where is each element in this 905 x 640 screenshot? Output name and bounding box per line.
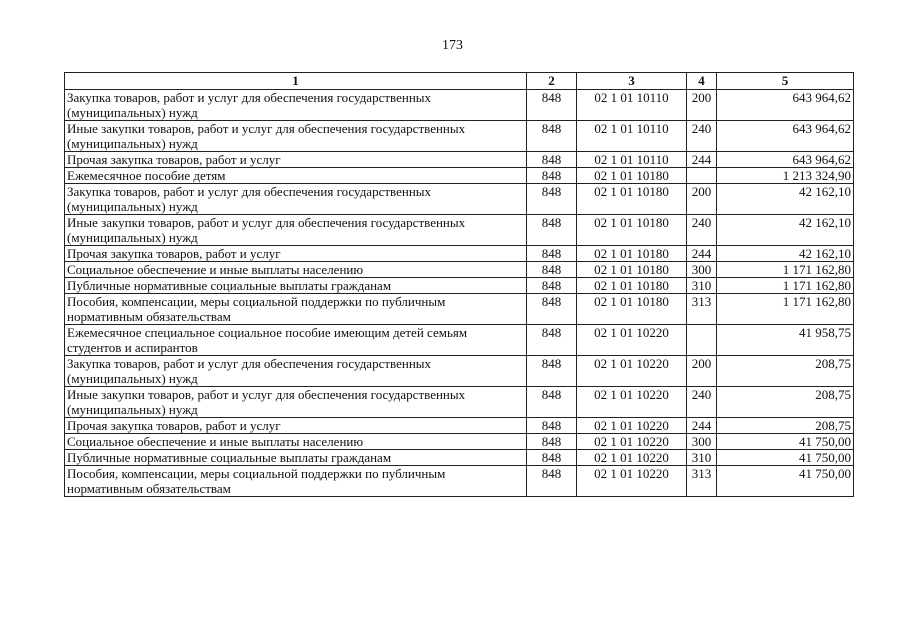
table-row [65, 121, 854, 152]
cell-name: Прочая закупка товаров, работ и услуг [65, 246, 527, 262]
column-header-amount: 5 [717, 73, 854, 90]
cell-vr: 313 [687, 466, 717, 497]
cell-amount: 42 162,10 [717, 184, 854, 215]
table-row [65, 434, 854, 450]
cell-name: Прочая закупка товаров, работ и услуг [65, 418, 527, 434]
cell-name: Публичные нормативные социальные выплаты гражданам [65, 278, 527, 294]
cell-csr: 02 1 01 10110 [577, 90, 687, 121]
cell-grbs: 848 [527, 418, 577, 434]
cell-name: Пособия, компенсации, меры социальной поддержки по публичным нормативным обязательствам [65, 466, 527, 497]
cell-name: Иные закупки товаров, работ и услуг для обеспечения государственных (муниципальных) нужд [65, 121, 527, 152]
cell-grbs: 848 [527, 294, 577, 325]
cell-amount: 643 964,62 [717, 90, 854, 121]
cell-amount: 208,75 [717, 387, 854, 418]
table-body [65, 90, 854, 497]
cell-amount: 41 750,00 [717, 466, 854, 497]
cell-name: Ежемесячное пособие детям [65, 168, 527, 184]
cell-name: Закупка товаров, работ и услуг для обеспечения государственных (муниципальных) нужд [65, 356, 527, 387]
cell-amount: 42 162,10 [717, 246, 854, 262]
cell-grbs: 848 [527, 262, 577, 278]
cell-csr: 02 1 01 10180 [577, 215, 687, 246]
table-row [65, 466, 854, 497]
column-header-grbs: 2 [527, 73, 577, 90]
cell-name: Закупка товаров, работ и услуг для обеспечения государственных (муниципальных) нужд [65, 184, 527, 215]
column-header-name: 1 [65, 73, 527, 90]
cell-grbs: 848 [527, 434, 577, 450]
cell-csr: 02 1 01 10180 [577, 184, 687, 215]
table-row [65, 450, 854, 466]
cell-name: Пособия, компенсации, меры социальной поддержки по публичным нормативным обязательствам [65, 294, 527, 325]
cell-amount: 41 750,00 [717, 434, 854, 450]
cell-name: Публичные нормативные социальные выплаты гражданам [65, 450, 527, 466]
cell-csr: 02 1 01 10220 [577, 325, 687, 356]
cell-grbs: 848 [527, 246, 577, 262]
cell-amount: 643 964,62 [717, 121, 854, 152]
table-row [65, 418, 854, 434]
cell-csr: 02 1 01 10220 [577, 356, 687, 387]
cell-grbs: 848 [527, 184, 577, 215]
table-row [65, 215, 854, 246]
cell-amount: 643 964,62 [717, 152, 854, 168]
cell-amount: 208,75 [717, 356, 854, 387]
cell-amount: 42 162,10 [717, 215, 854, 246]
cell-csr: 02 1 01 10220 [577, 434, 687, 450]
table-row [65, 294, 854, 325]
cell-vr: 240 [687, 215, 717, 246]
cell-grbs: 848 [527, 168, 577, 184]
cell-name: Закупка товаров, работ и услуг для обеспечения государственных (муниципальных) нужд [65, 90, 527, 121]
cell-grbs: 848 [527, 278, 577, 294]
cell-csr: 02 1 01 10110 [577, 121, 687, 152]
cell-grbs: 848 [527, 356, 577, 387]
cell-vr: 313 [687, 294, 717, 325]
cell-vr: 310 [687, 278, 717, 294]
cell-csr: 02 1 01 10110 [577, 152, 687, 168]
cell-amount: 1 171 162,80 [717, 278, 854, 294]
cell-csr: 02 1 01 10220 [577, 418, 687, 434]
cell-vr: 244 [687, 246, 717, 262]
cell-name: Ежемесячное специальное социальное пособие имеющим детей семьям студентов и аспирантов [65, 325, 527, 356]
cell-grbs: 848 [527, 121, 577, 152]
cell-grbs: 848 [527, 325, 577, 356]
table-row [65, 262, 854, 278]
cell-vr: 240 [687, 121, 717, 152]
cell-amount: 41 750,00 [717, 450, 854, 466]
column-header-csr: 3 [577, 73, 687, 90]
table-row [65, 168, 854, 184]
table-row [65, 387, 854, 418]
cell-vr [687, 325, 717, 356]
cell-grbs: 848 [527, 152, 577, 168]
cell-csr: 02 1 01 10220 [577, 450, 687, 466]
table-header-row [65, 73, 854, 90]
page-number: 173 [442, 38, 463, 53]
column-header-vr: 4 [687, 73, 717, 90]
cell-csr: 02 1 01 10220 [577, 466, 687, 497]
table-row [65, 184, 854, 215]
cell-csr: 02 1 01 10180 [577, 294, 687, 325]
cell-amount: 208,75 [717, 418, 854, 434]
cell-name: Социальное обеспечение и иные выплаты населению [65, 262, 527, 278]
cell-csr: 02 1 01 10180 [577, 168, 687, 184]
cell-csr: 02 1 01 10180 [577, 262, 687, 278]
cell-name: Иные закупки товаров, работ и услуг для обеспечения государственных (муниципальных) нужд [65, 215, 527, 246]
table-row [65, 90, 854, 121]
cell-vr: 244 [687, 418, 717, 434]
table-row [65, 356, 854, 387]
cell-vr: 200 [687, 184, 717, 215]
cell-grbs: 848 [527, 450, 577, 466]
budget-table [64, 72, 854, 497]
cell-name: Прочая закупка товаров, работ и услуг [65, 152, 527, 168]
cell-vr: 300 [687, 262, 717, 278]
cell-vr: 200 [687, 356, 717, 387]
cell-csr: 02 1 01 10180 [577, 278, 687, 294]
cell-vr: 244 [687, 152, 717, 168]
cell-csr: 02 1 01 10220 [577, 387, 687, 418]
cell-csr: 02 1 01 10180 [577, 246, 687, 262]
cell-vr: 310 [687, 450, 717, 466]
cell-grbs: 848 [527, 90, 577, 121]
cell-grbs: 848 [527, 387, 577, 418]
cell-amount: 1 213 324,90 [717, 168, 854, 184]
cell-grbs: 848 [527, 215, 577, 246]
table-row [65, 152, 854, 168]
table-row [65, 246, 854, 262]
cell-amount: 1 171 162,80 [717, 262, 854, 278]
cell-vr: 240 [687, 387, 717, 418]
cell-name: Социальное обеспечение и иные выплаты населению [65, 434, 527, 450]
cell-vr [687, 168, 717, 184]
table-row [65, 278, 854, 294]
cell-amount: 41 958,75 [717, 325, 854, 356]
cell-vr: 200 [687, 90, 717, 121]
cell-grbs: 848 [527, 466, 577, 497]
cell-amount: 1 171 162,80 [717, 294, 854, 325]
table-row [65, 325, 854, 356]
cell-vr: 300 [687, 434, 717, 450]
cell-name: Иные закупки товаров, работ и услуг для обеспечения государственных (муниципальных) нужд [65, 387, 527, 418]
